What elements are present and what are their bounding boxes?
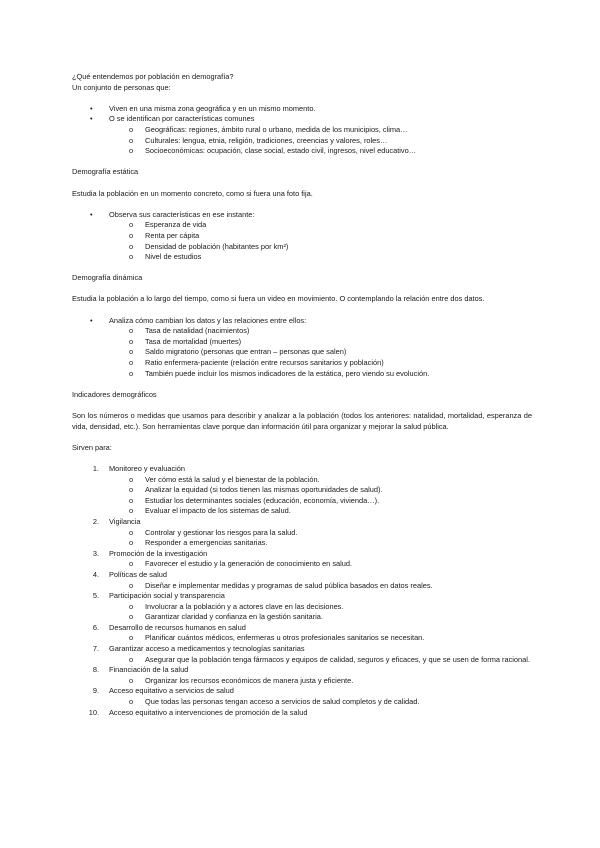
numbered-item-text: Promoción de la investigación — [109, 548, 208, 558]
numbered-item — [72, 570, 532, 581]
sub-list-item — [72, 506, 532, 517]
list-item — [72, 316, 532, 327]
sub-list-item-text: Diseñar e implementar medidas y programas de salud pública basados en datos reales. — [145, 580, 433, 590]
circle-bullet-icon: o — [129, 697, 134, 707]
numbered-item-text: Participación social y transparencia — [109, 591, 225, 601]
sub-list-item — [72, 326, 532, 337]
numbered-item — [72, 644, 532, 655]
circle-bullet-icon: o — [129, 241, 134, 251]
circle-bullet-icon: o — [129, 252, 134, 262]
circle-bullet-icon: o — [129, 580, 134, 590]
dinamica-description: Estudia la población a lo largo del tiempo, como si fuera un video en movimiento. O contemplando la relación entre dos datos. — [72, 294, 485, 304]
sirven-para-label: Sirven para: — [72, 442, 112, 452]
sub-list-item-text: Evaluar el impacto de los sistemas de salud. — [145, 506, 291, 516]
sub-list-item — [72, 528, 532, 539]
sub-list-item-text: Que todas las personas tengan acceso a servicios de salud completos y de calidad. — [145, 697, 420, 707]
intro-list — [72, 104, 532, 157]
sub-list-item-text: Tasa de natalidad (nacimientos) — [145, 326, 250, 336]
sub-list-item-text: Culturales: lengua, etnia, religión, tradiciones, creencias y valores, roles… — [145, 135, 388, 145]
sub-list-item-text: Nivel de estudios — [145, 252, 202, 262]
circle-bullet-icon: o — [129, 654, 134, 664]
numbered-item-text: Desarrollo de recursos humanos en salud — [109, 622, 246, 632]
sub-list-item — [72, 633, 532, 644]
document-page — [72, 72, 532, 718]
list-item — [72, 114, 532, 125]
sub-list-item — [72, 136, 532, 147]
sub-list-item — [72, 655, 532, 666]
item-number: 10. — [88, 707, 99, 717]
sub-list-item — [72, 485, 532, 496]
sub-list-item-text: Organizar los recursos económicos de manera justa y eficiente. — [145, 675, 354, 685]
circle-bullet-icon: o — [129, 538, 134, 548]
sub-list-item-text: Responder a emergencias sanitarias. — [145, 538, 268, 548]
circle-bullet-icon: o — [129, 230, 134, 240]
sub-list-item — [72, 559, 532, 570]
sub-list-item — [72, 496, 532, 507]
circle-bullet-icon: o — [129, 220, 134, 230]
numbered-item — [72, 665, 532, 676]
sub-list-item-text: Involucrar a la población y a actores clave en las decisiones. — [145, 601, 344, 611]
section-title-estatica: Demografía estática — [72, 167, 139, 177]
circle-bullet-icon: o — [129, 527, 134, 537]
sub-list-item — [72, 602, 532, 613]
numbered-item — [72, 708, 532, 719]
sub-list-item — [72, 337, 532, 348]
item-number: 1. — [92, 463, 99, 473]
numbered-item-text: Acceso equitativo a servicios de salud — [109, 686, 234, 696]
dinamica-list — [72, 316, 532, 380]
circle-bullet-icon: o — [129, 146, 134, 156]
sub-list-item — [72, 220, 532, 231]
circle-bullet-icon: o — [129, 336, 134, 346]
bullet-icon: • — [90, 114, 93, 124]
sub-list-item — [72, 146, 532, 157]
circle-bullet-icon: o — [129, 612, 134, 622]
sub-list-item — [72, 231, 532, 242]
bullet-icon: • — [90, 315, 93, 325]
sub-list-item-text: Geográficas: regiones, ámbito rural o urbano, medida de los municipios, clima… — [145, 124, 408, 134]
sub-list-item — [72, 358, 532, 369]
estatica-description: Estudia la población en un momento concreto, como si fuera una foto fija. — [72, 188, 313, 198]
sub-list-item-text: Planificar cuántos médicos, enfermeras u otros profesionales sanitarios se necesitan. — [145, 633, 425, 643]
numbered-item — [72, 623, 532, 634]
circle-bullet-icon: o — [129, 474, 134, 484]
sub-list-item — [72, 125, 532, 136]
item-number: 7. — [92, 644, 99, 654]
sub-list-item-text: Asegurar que la población tenga fármacos y equipos de calidad, seguros y eficaces, y que se usen de forma racional. — [145, 654, 530, 664]
numbered-item — [72, 591, 532, 602]
sub-list-item-text: Socioeconómicas: ocupación, clase social, estado civil, ingresos, nivel educativo… — [145, 146, 417, 156]
sub-list-item-text: Controlar y gestionar los riesgos para la salud. — [145, 527, 298, 537]
sub-list-item — [72, 252, 532, 263]
sub-list-item-text: Ver cómo está la salud y el bienestar de la población. — [145, 474, 320, 484]
item-number: 3. — [92, 548, 99, 558]
circle-bullet-icon: o — [129, 495, 134, 505]
sub-list-item-text: Tasa de mortalidad (muertes) — [145, 336, 242, 346]
circle-bullet-icon: o — [129, 675, 134, 685]
circle-bullet-icon: o — [129, 633, 134, 643]
bullet-icon: • — [90, 209, 93, 219]
numbered-item — [72, 464, 532, 475]
indicadores-list — [72, 464, 532, 718]
item-number: 8. — [92, 665, 99, 675]
sub-list-item-text: Ratio enfermera-paciente (relación entre recursos sanitarios y población) — [145, 358, 384, 368]
sub-list-item — [72, 581, 532, 592]
indicadores-description: Son los números o medidas que usamos para describir y analizar a la población (todos los anteriores: natalidad, mortalidad, esperanza de vida, densidad, etc.). Son herramientas clave porque dan información útil para organizar y mejorar la salud pública. — [72, 411, 532, 431]
sub-list-item — [72, 369, 532, 380]
intro-question: ¿Qué entendemos por población en demografía? — [72, 72, 234, 81]
numbered-item — [72, 686, 532, 697]
circle-bullet-icon: o — [129, 485, 134, 495]
list-item-text: Observa sus características en ese instante: — [109, 209, 255, 219]
numbered-item — [72, 549, 532, 560]
sub-list-item — [72, 697, 532, 708]
sub-list-item-text: Renta per cápita — [145, 230, 200, 240]
circle-bullet-icon: o — [129, 135, 134, 145]
list-item — [72, 210, 532, 221]
bullet-icon: • — [90, 103, 93, 113]
item-number: 6. — [92, 622, 99, 632]
numbered-item-text: Garantizar acceso a medicamentos y tecnologías sanitarias — [109, 644, 305, 654]
circle-bullet-icon: o — [129, 326, 134, 336]
sub-list-item — [72, 612, 532, 623]
numbered-item-text: Políticas de salud — [109, 569, 167, 579]
list-item-text: O se identifican por características comunes — [109, 114, 255, 124]
sub-list-item-text: Garantizar claridad y confianza en la gestión sanitaria. — [145, 612, 323, 622]
item-number: 2. — [92, 516, 99, 526]
sub-list-item-text: Densidad de población (habitantes por km²) — [145, 241, 289, 251]
numbered-item-text: Acceso equitativo a intervenciones de promoción de la salud — [109, 707, 308, 717]
sub-list-item — [72, 676, 532, 687]
numbered-item — [72, 517, 532, 528]
numbered-item-text: Vigilancia — [109, 516, 141, 526]
sub-list-item-text: Saldo migratorio (personas que entran – personas que salen) — [145, 347, 347, 357]
circle-bullet-icon: o — [129, 124, 134, 134]
circle-bullet-icon: o — [129, 358, 134, 368]
sub-list-item — [72, 347, 532, 358]
numbered-item-text: Monitoreo y evaluación — [109, 463, 186, 473]
sub-list-item-text: Esperanza de vida — [145, 220, 207, 230]
item-number: 9. — [92, 686, 99, 696]
circle-bullet-icon: o — [129, 368, 134, 378]
item-number: 4. — [92, 569, 99, 579]
item-number: 5. — [92, 591, 99, 601]
sub-list-item — [72, 242, 532, 253]
circle-bullet-icon: o — [129, 347, 134, 357]
intro-lead: Un conjunto de personas que: — [72, 82, 171, 92]
sub-list-item-text: Estudiar los determinantes sociales (educación, economía, vivienda…). — [145, 495, 380, 505]
list-item-text: Viven en una misma zona geográfica y en un mismo momento. — [109, 103, 316, 113]
circle-bullet-icon: o — [129, 559, 134, 569]
section-title-dinamica: Demografía dinámica — [72, 273, 143, 283]
circle-bullet-icon: o — [129, 601, 134, 611]
list-item-text: Analiza cómo cambian los datos y las relaciones entre ellos: — [109, 315, 307, 325]
sub-list-item-text: Favorecer el estudio y la generación de conocimiento en salud. — [145, 559, 353, 569]
sub-list-item — [72, 475, 532, 486]
section-title-indicadores: Indicadores demográficos — [72, 389, 157, 399]
sub-list-item — [72, 538, 532, 549]
list-item — [72, 104, 532, 115]
numbered-item-text: Financiación de la salud — [109, 665, 189, 675]
sub-list-item-text: Analizar la equidad (si todos tienen las mismas oportunidades de salud). — [145, 485, 383, 495]
sub-list-item-text: También puede incluir los mismos indicadores de la estática, pero viendo su evolución. — [145, 368, 430, 378]
circle-bullet-icon: o — [129, 506, 134, 516]
estatica-list — [72, 210, 532, 263]
